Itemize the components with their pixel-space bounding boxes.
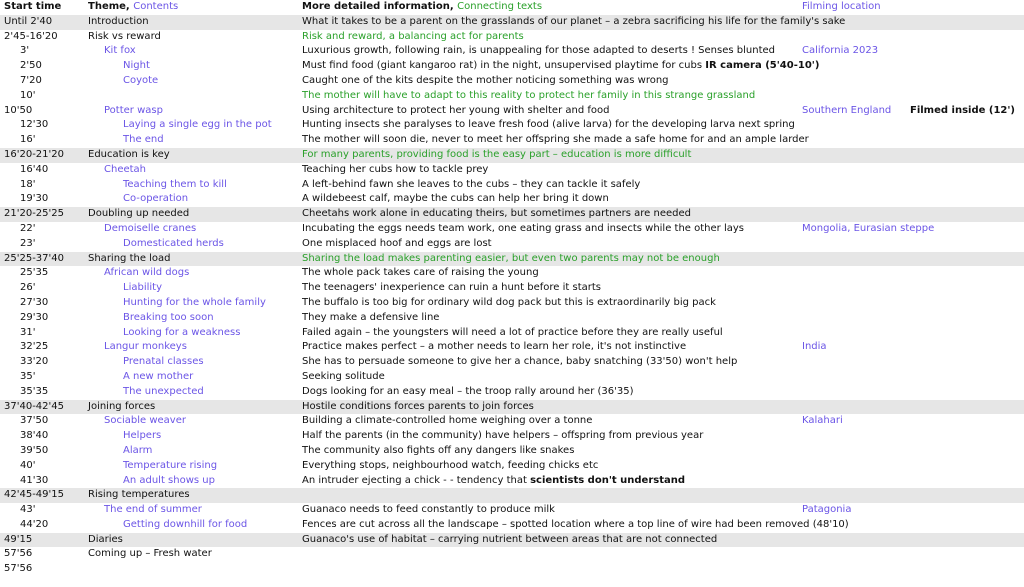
details-text: Guanaco needs to feed constantly to produce milk — [302, 504, 555, 516]
start-time-cell: 33'20 — [20, 356, 49, 368]
theme-cell: Liability — [123, 282, 162, 294]
theme-cell: Sharing the load — [88, 252, 171, 264]
details-cell — [302, 503, 555, 518]
start-time-cell: 3' — [20, 45, 30, 57]
start-time-cell: 7'20 — [20, 74, 42, 86]
theme-cell: Hunting for the whole family — [123, 296, 266, 308]
theme-cell: Diaries — [88, 533, 123, 545]
details-cell — [302, 281, 601, 296]
table-row — [0, 311, 1024, 326]
theme-cell: Cheetah — [104, 163, 147, 175]
table-row — [0, 414, 1024, 429]
table-row — [0, 252, 1024, 267]
table-row — [0, 118, 1024, 133]
details-text: Using architecture to protect her young with shelter and food — [302, 104, 610, 116]
details-cell — [302, 340, 686, 355]
details-cell — [302, 370, 385, 385]
details-cell — [302, 296, 716, 311]
theme-cell: Langur monkeys — [104, 341, 187, 353]
table-row — [0, 459, 1024, 474]
details-text: Building a climate-controlled home weighing over a tonne — [302, 415, 593, 427]
table-row — [0, 222, 1024, 237]
start-time-cell: 2'45-16'20 — [4, 30, 58, 42]
table-row — [0, 400, 1024, 415]
details-cell — [302, 104, 609, 119]
theme-cell: Night — [123, 60, 150, 72]
details-text: Must find food (giant kangaroo rat) in the night, unsupervised playtime for cubs — [302, 60, 703, 72]
header-theme-label: Theme, — [88, 1, 130, 12]
theme-cell: Helpers — [123, 430, 162, 442]
start-time-cell: 29'30 — [20, 311, 49, 323]
theme-cell: Alarm — [123, 444, 153, 456]
table-row — [0, 488, 1024, 503]
header-start-time: Start time — [4, 1, 62, 12]
table-row — [0, 296, 1024, 311]
details-cell — [302, 207, 691, 222]
location-cell: Mongolia, Eurasian steppe — [802, 222, 935, 234]
details-text: The teenagers' inexperience can ruin a hunt before it starts — [302, 282, 601, 294]
details-cell — [302, 148, 691, 163]
table-row — [0, 133, 1024, 148]
details-text: One misplaced hoof and eggs are lost — [302, 237, 492, 249]
table-row — [0, 59, 1024, 74]
theme-cell: The unexpected — [123, 385, 204, 397]
table-row — [0, 533, 1024, 548]
start-time-cell: 32'25 — [20, 341, 49, 353]
header-details-label: More detailed information, — [302, 1, 454, 12]
header-details — [302, 0, 542, 15]
table-row — [0, 44, 1024, 59]
details-cell — [302, 444, 574, 459]
table-row — [0, 326, 1024, 341]
theme-cell: Rising temperatures — [88, 489, 190, 501]
start-time-cell: 57'56 — [4, 563, 33, 575]
theme-cell: Education is key — [88, 148, 170, 160]
header-contents-label: Contents — [133, 1, 179, 12]
details-cell — [302, 30, 524, 45]
header-location: Filming location — [802, 1, 881, 12]
start-time-cell: 22' — [20, 222, 36, 234]
table-row — [0, 192, 1024, 207]
start-time-cell: 37'40-42'45 — [4, 400, 65, 412]
details-text: Hunting insects she paralyses to leave fresh food (alive larva) for the developing larva next spring — [302, 119, 795, 131]
details-cell — [302, 429, 703, 444]
details-text: The whole pack takes care of raising the young — [302, 267, 539, 279]
theme-cell: Coyote — [123, 74, 159, 86]
table-row — [0, 503, 1024, 518]
start-time-cell: 23' — [20, 237, 36, 249]
table-row — [0, 89, 1024, 104]
details-cell — [302, 237, 492, 252]
header-row — [0, 0, 1024, 15]
table-row — [0, 385, 1024, 400]
details-text: Incubating the eggs needs team work, one eating grass and insects while the other lays — [302, 222, 744, 234]
header-connecting-label: Connecting texts — [457, 1, 543, 12]
details-text: The community also fights off any dangers like snakes — [302, 444, 575, 456]
table-row — [0, 207, 1024, 222]
details-text: Hostile conditions forces parents to join forces — [302, 400, 534, 412]
details-text: Everything stops, neighbourhood watch, feeding chicks etc — [302, 459, 599, 471]
details-text: Teaching her cubs how to tackle prey — [302, 163, 489, 175]
start-time-cell: 16'20-21'20 — [4, 148, 65, 160]
theme-cell: Breaking too soon — [123, 311, 214, 323]
details-cell — [302, 15, 845, 30]
theme-cell: Introduction — [88, 15, 149, 27]
details-cell — [302, 266, 539, 281]
details-text: Risk and reward, a balancing act for parents — [302, 30, 524, 42]
location-cell: California 2023 — [802, 45, 879, 57]
details-emphasis: scientists don't understand — [530, 474, 686, 486]
table-row — [0, 429, 1024, 444]
details-cell — [302, 163, 488, 178]
theme-cell: Domesticated herds — [123, 237, 224, 249]
start-time-cell: 38'40 — [20, 430, 49, 442]
theme-cell: Doubling up needed — [88, 208, 190, 220]
details-text: The mother will soon die, never to meet her offspring she made a safe home for and an ample larder — [302, 134, 809, 146]
theme-cell: Coming up – Fresh water — [88, 548, 212, 560]
details-cell — [302, 311, 439, 326]
details-cell — [302, 385, 634, 400]
details-cell — [302, 44, 775, 59]
start-time-cell: 43' — [20, 504, 36, 516]
start-time-cell: 18' — [20, 178, 36, 190]
filming-note: Filmed inside (12') — [910, 104, 1015, 116]
start-time-cell: 25'35 — [20, 267, 49, 279]
start-time-cell: 12'30 — [20, 119, 49, 131]
details-cell — [302, 518, 849, 533]
details-text: Caught one of the kits despite the mother noticing something was wrong — [302, 74, 669, 86]
start-time-cell: 31' — [20, 326, 36, 338]
details-cell — [302, 89, 755, 104]
details-cell — [302, 533, 717, 548]
details-text: Luxurious growth, following rain, is unappealing for those adapted to deserts ! Senses blunted — [302, 45, 775, 57]
theme-cell: A new mother — [123, 370, 194, 382]
start-time-cell: 42'45-49'15 — [4, 489, 65, 501]
details-cell — [302, 133, 809, 148]
theme-cell: Temperature rising — [123, 459, 218, 471]
start-time-cell: 44'20 — [20, 518, 49, 530]
start-time-cell: 21'20-25'25 — [4, 208, 65, 220]
start-time-cell: 35' — [20, 370, 36, 382]
theme-cell: Sociable weaver — [104, 415, 186, 427]
start-time-cell: 37'50 — [20, 415, 49, 427]
location-cell: Southern England — [802, 104, 892, 116]
table-row — [0, 266, 1024, 281]
details-cell — [302, 178, 640, 193]
details-text: Cheetahs work alone in educating theirs, but sometimes partners are needed — [302, 208, 691, 220]
theme-cell: Joining forces — [88, 400, 156, 412]
start-time-cell: 25'25-37'40 — [4, 252, 65, 264]
theme-cell: African wild dogs — [104, 267, 190, 279]
details-cell — [302, 414, 592, 429]
table-row — [0, 547, 1024, 562]
theme-cell: Looking for a weakness — [123, 326, 241, 338]
details-text: Seeking solitude — [302, 370, 385, 382]
details-text: Fences are cut across all the landscape – spotted location where a top line of wire had been removed (48'10) — [302, 518, 849, 530]
start-time-cell: 2'50 — [20, 60, 42, 72]
details-text: A left-behind fawn she leaves to the cubs – they can tackle it safely — [302, 178, 641, 190]
start-time-cell: 10'50 — [4, 104, 33, 116]
table-row — [0, 562, 1024, 577]
table-row — [0, 281, 1024, 296]
table-row — [0, 104, 1024, 119]
table-body — [0, 15, 1024, 577]
details-cell — [302, 474, 685, 489]
theme-cell: Laying a single egg in the pot — [123, 119, 272, 131]
details-cell — [302, 222, 744, 237]
theme-cell: Risk vs reward — [88, 30, 161, 42]
location-cell: Patagonia — [802, 504, 852, 516]
details-cell — [302, 118, 795, 133]
start-time-cell: 10' — [20, 89, 36, 101]
start-time-cell: 41'30 — [20, 474, 49, 486]
location-cell: India — [802, 341, 827, 353]
start-time-cell: 27'30 — [20, 296, 49, 308]
table-row — [0, 30, 1024, 45]
details-text: They make a defensive line — [302, 311, 440, 323]
table-row — [0, 355, 1024, 370]
details-cell — [302, 252, 720, 267]
theme-cell: Prenatal classes — [123, 356, 204, 368]
details-cell — [302, 74, 669, 89]
table-row — [0, 518, 1024, 533]
details-text: For many parents, providing food is the easy part – education is more difficult — [302, 148, 692, 160]
theme-cell: Demoiselle cranes — [104, 222, 197, 234]
theme-cell: Teaching them to kill — [123, 178, 227, 190]
details-text: Sharing the load makes parenting easier, but even two parents may not be enough — [302, 252, 720, 264]
details-text: Half the parents (in the community) have helpers – offspring from previous year — [302, 430, 704, 442]
theme-cell: Kit fox — [104, 45, 136, 57]
theme-cell: Potter wasp — [104, 104, 163, 116]
table-row — [0, 163, 1024, 178]
table-row — [0, 474, 1024, 489]
theme-cell: Co-operation — [123, 193, 189, 205]
start-time-cell: 40' — [20, 459, 36, 471]
start-time-cell: 16' — [20, 134, 36, 146]
details-text: The buffalo is too big for ordinary wild dog pack but this is extraordinarily big pack — [302, 296, 716, 308]
header-theme — [88, 0, 178, 15]
details-text: Failed again – the youngsters will need a lot of practice before they are really useful — [302, 326, 723, 338]
table-row — [0, 74, 1024, 89]
table-row — [0, 148, 1024, 163]
details-cell — [302, 400, 534, 415]
table-row — [0, 15, 1024, 30]
start-time-cell: 57'56 — [4, 548, 33, 560]
start-time-cell: 35'35 — [20, 385, 49, 397]
details-text: Practice makes perfect – a mother needs to learn her role, it's not instinctive — [302, 341, 687, 353]
table-row — [0, 237, 1024, 252]
table-row — [0, 340, 1024, 355]
start-time-cell: Until 2'40 — [4, 15, 53, 27]
start-time-cell: 49'15 — [4, 533, 33, 545]
details-text: Dogs looking for an easy meal – the troop rally around her (36'35) — [302, 385, 634, 397]
details-cell — [302, 326, 723, 341]
details-cell — [302, 355, 737, 370]
start-time-cell: 39'50 — [20, 444, 49, 456]
location-cell: Kalahari — [802, 415, 843, 427]
table-row — [0, 370, 1024, 385]
details-emphasis: IR camera (5'40-10') — [705, 60, 820, 72]
details-text: What it takes to be a parent on the grasslands of our planet – a zebra sacrificing his life for the family's sake — [302, 15, 846, 27]
start-time-cell: 16'40 — [20, 163, 49, 175]
theme-cell: The end of summer — [104, 504, 202, 516]
details-text: The mother will have to adapt to this reality to protect her family in this strange grassland — [302, 89, 756, 101]
details-text: Guanaco's use of habitat – carrying nutrient between areas that are not connected — [302, 533, 718, 545]
details-cell — [302, 192, 609, 207]
details-cell — [302, 459, 598, 474]
details-text: An intruder ejecting a chick - - tendency that — [302, 474, 527, 486]
details-text: A wildebeest calf, maybe the cubs can help her bring it down — [302, 193, 609, 205]
theme-cell: Getting downhill for food — [123, 518, 248, 530]
start-time-cell: 19'30 — [20, 193, 49, 205]
theme-cell: The end — [123, 134, 164, 146]
theme-cell: An adult shows up — [123, 474, 215, 486]
details-cell — [302, 59, 819, 74]
table-row — [0, 444, 1024, 459]
details-text: She has to persuade someone to give her a chance, baby snatching (33'50) won't help — [302, 356, 738, 368]
start-time-cell: 26' — [20, 282, 36, 294]
table-row — [0, 178, 1024, 193]
